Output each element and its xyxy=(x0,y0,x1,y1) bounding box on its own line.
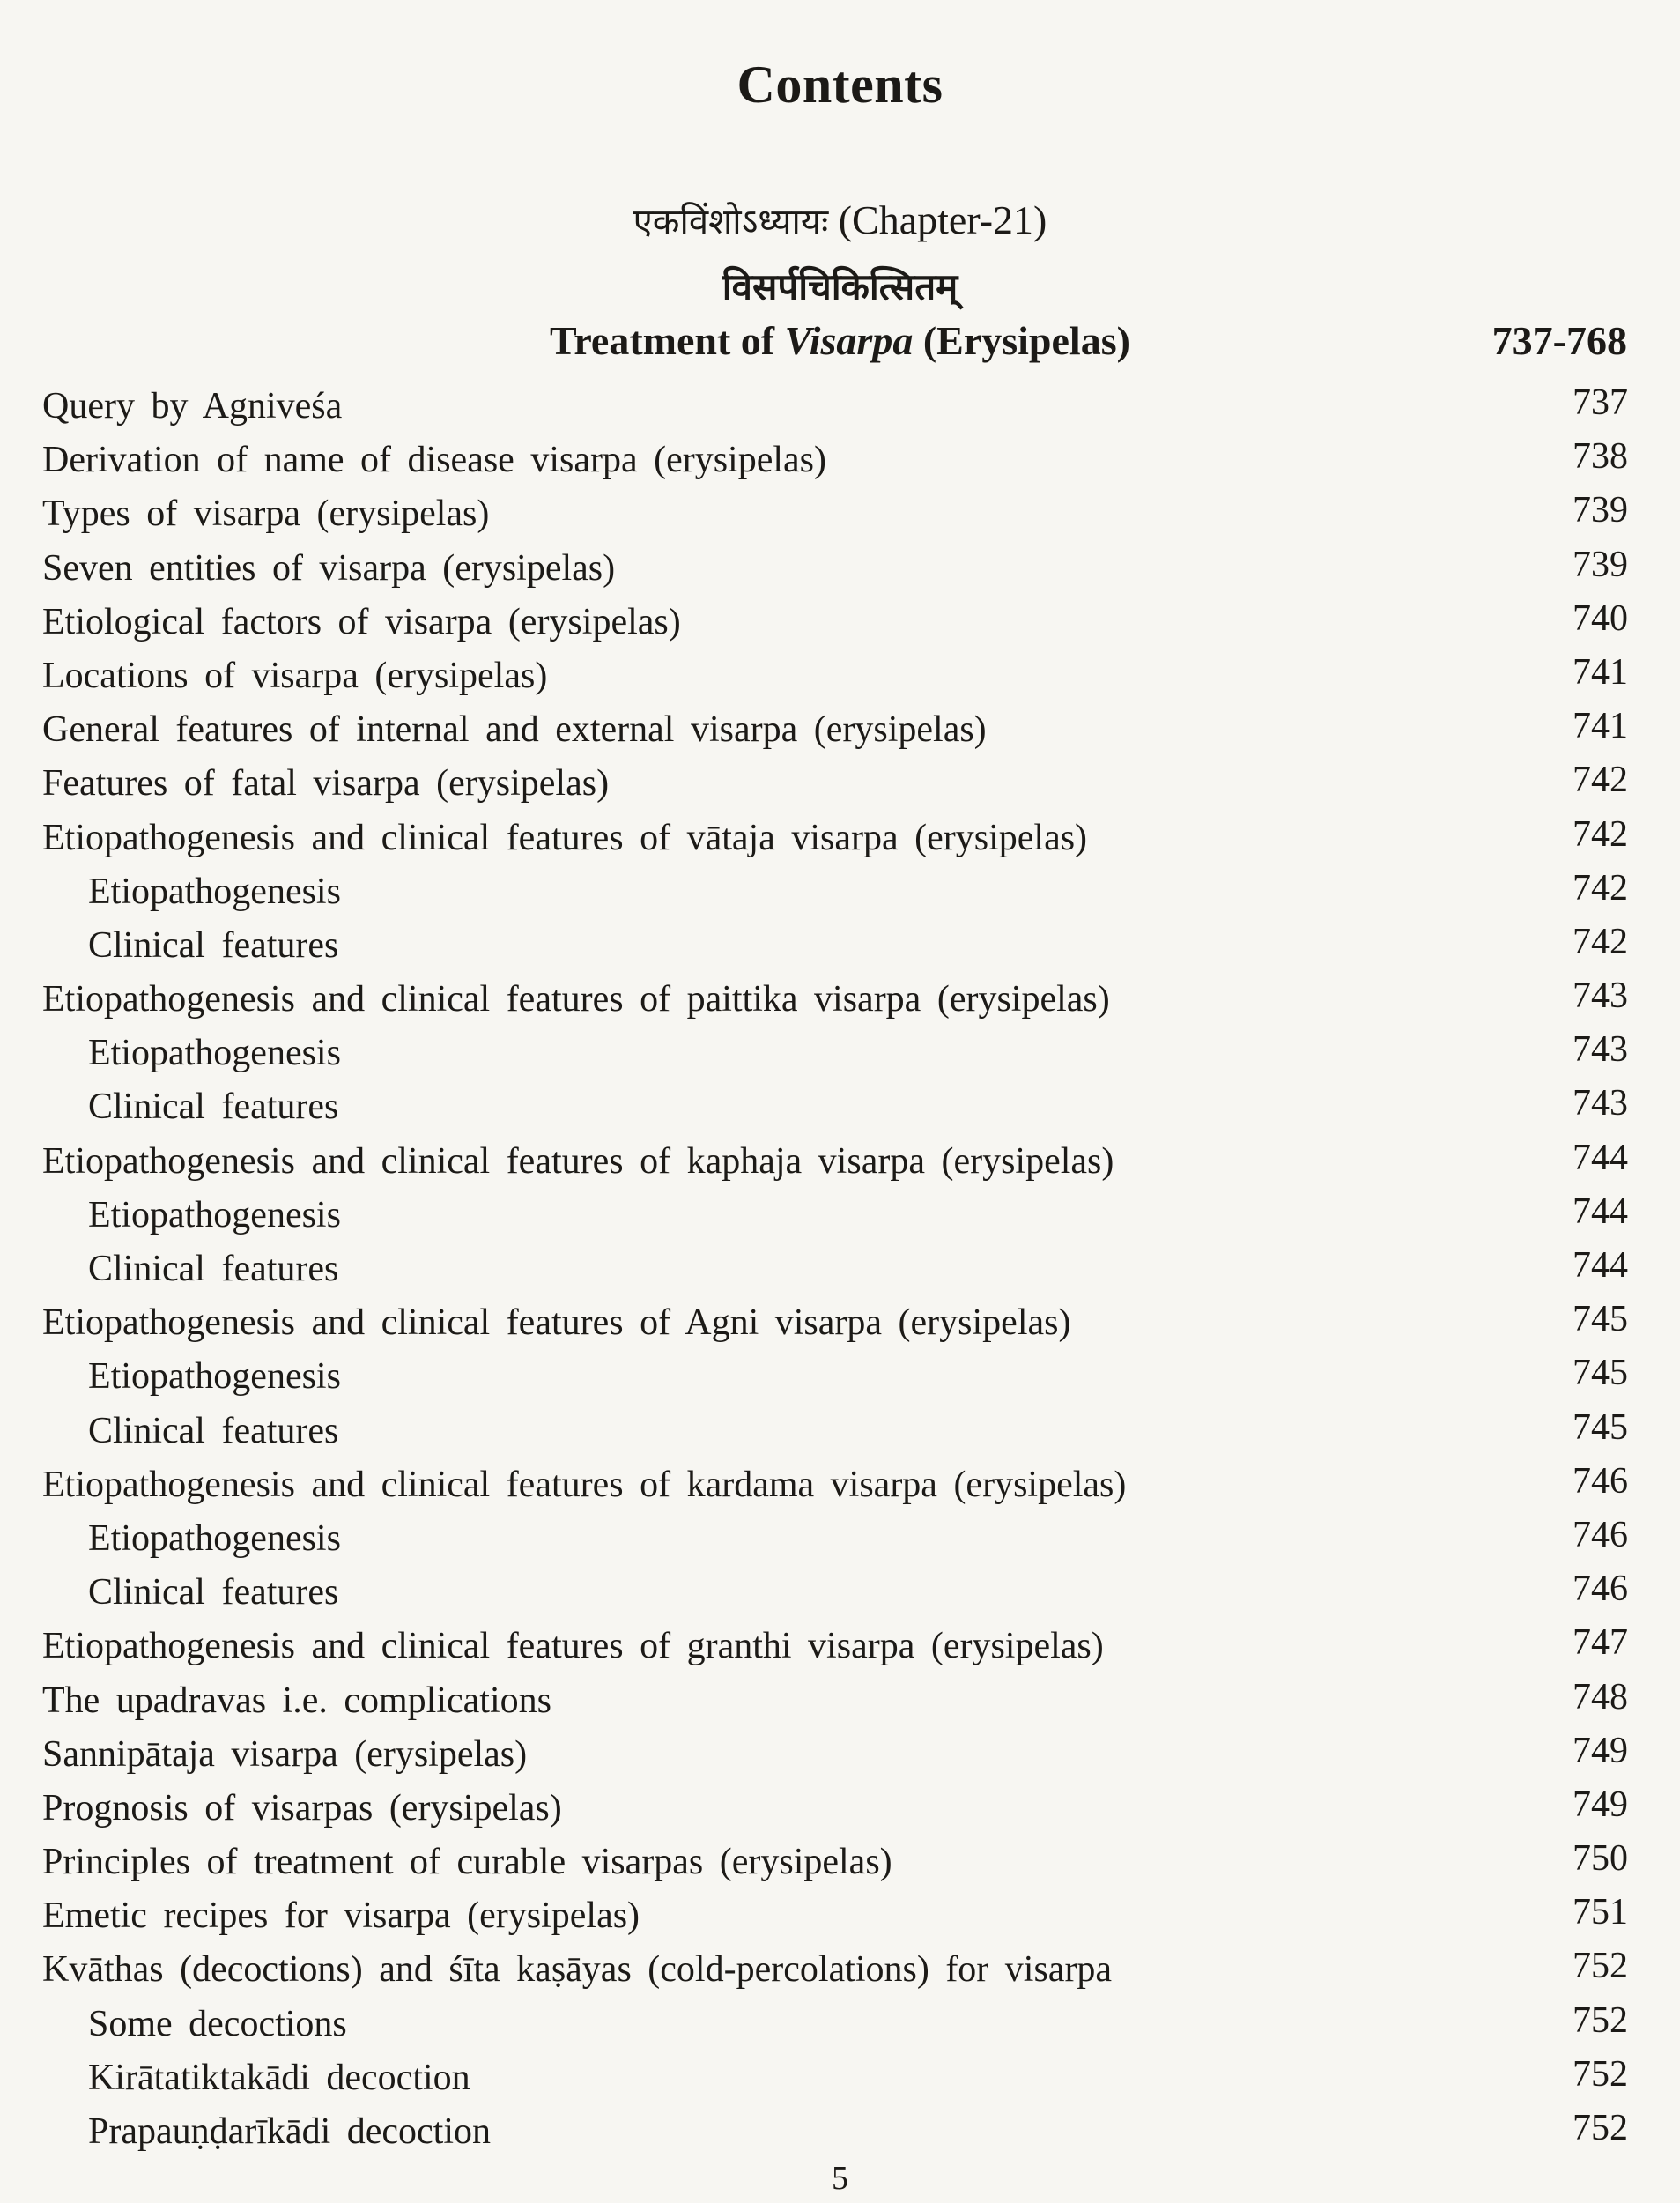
chapter-title-italic: Visarpa xyxy=(784,318,914,363)
toc-entry-page: 751 xyxy=(1573,1892,1628,1933)
toc-entry xyxy=(42,1300,1628,1354)
toc-entry-page: 752 xyxy=(1573,1999,1628,2041)
toc-entry-title: Clinical features xyxy=(88,924,339,966)
toc-entry-title: Etiopathogenesis and clinical features of paittika visarpa (erysipelas) xyxy=(42,979,1110,1020)
toc-entry xyxy=(42,976,1628,1030)
toc-entry-page: 748 xyxy=(1573,1676,1628,1717)
toc-entry-title: Etiopathogenesis xyxy=(88,1033,341,1074)
chapter-sanskrit-title: विसर्पचिकित्सितम् xyxy=(722,265,958,308)
toc-entry xyxy=(42,437,1628,491)
chapter-number: (Chapter-21) xyxy=(838,197,1047,242)
toc-entry-title: Principles of treatment of curable visarpas (erysipelas) xyxy=(42,1842,892,1883)
toc-entry-page: 752 xyxy=(1573,1946,1628,1987)
contents-list xyxy=(42,383,1628,2162)
toc-entry-page: 752 xyxy=(1573,2053,1628,2095)
toc-entry-page: 738 xyxy=(1573,436,1628,478)
toc-entry-page: 741 xyxy=(1573,651,1628,693)
toc-entry-title: Etiopathogenesis and clinical features of kardama visarpa (erysipelas) xyxy=(42,1464,1127,1505)
toc-entry-page: 739 xyxy=(1573,544,1628,585)
toc-entry-title: Clinical features xyxy=(88,1249,339,1289)
toc-entry xyxy=(42,383,1628,437)
chapter-title-row xyxy=(0,317,1680,370)
toc-entry-page: 741 xyxy=(1573,706,1628,747)
toc-entry xyxy=(42,653,1628,707)
toc-entry-page: 746 xyxy=(1573,1514,1628,1555)
toc-entry xyxy=(42,491,1628,545)
toc-entry xyxy=(42,1732,1628,1785)
toc-entry-title: Etiopathogenesis and clinical features of vātaja visarpa (erysipelas) xyxy=(42,817,1088,858)
toc-entry-title: Seven entities of visarpa (erysipelas) xyxy=(42,547,616,589)
toc-entry-title: Kvāthas (decoctions) and śīta kaṣāyas (cold-percolations) for visarpa xyxy=(42,1949,1113,1991)
toc-entry-page: 743 xyxy=(1573,1083,1628,1124)
toc-subentry xyxy=(42,1084,1628,1138)
toc-entry-title: Etiopathogenesis xyxy=(88,1517,341,1559)
toc-entry-page: 744 xyxy=(1573,1137,1628,1178)
toc-entry-page: 743 xyxy=(1573,975,1628,1017)
toc-entry xyxy=(42,1678,1628,1732)
toc-entry-page: 742 xyxy=(1573,760,1628,801)
toc-entry-page: 739 xyxy=(1573,490,1628,531)
toc-entry-page: 752 xyxy=(1573,2108,1628,2148)
chapter-title xyxy=(0,317,1680,364)
toc-subentry xyxy=(42,1192,1628,1246)
toc-entry xyxy=(42,707,1628,760)
toc-entry-title: Etiopathogenesis and clinical features of Agni visarpa (erysipelas) xyxy=(42,1302,1071,1344)
toc-entry-title: Derivation of name of disease visarpa (erysipelas) xyxy=(42,440,827,481)
toc-entry-page: 744 xyxy=(1573,1191,1628,1232)
toc-subentry xyxy=(42,869,1628,923)
chapter-page-range: 737-768 xyxy=(1491,318,1627,363)
toc-subentry xyxy=(42,2055,1628,2109)
toc-entry xyxy=(42,545,1628,599)
toc-entry-page: 737 xyxy=(1573,382,1628,423)
toc-subentry xyxy=(42,1354,1628,1407)
toc-entry-page: 746 xyxy=(1573,1460,1628,1502)
toc-entry-title: Etiopathogenesis xyxy=(88,871,341,912)
chapter-title-prefix: Treatment of xyxy=(550,318,785,363)
toc-entry-page: 745 xyxy=(1573,1353,1628,1394)
toc-entry xyxy=(42,1462,1628,1516)
toc-entry-title: Etiopathogenesis xyxy=(88,1356,341,1398)
toc-entry xyxy=(42,599,1628,653)
toc-entry-page: 743 xyxy=(1573,1029,1628,1071)
toc-entry-title: Query by Agniveśa xyxy=(42,386,343,427)
toc-subentry xyxy=(42,1030,1628,1084)
toc-entry xyxy=(42,760,1628,814)
toc-subentry xyxy=(42,1569,1628,1623)
toc-entry-title: Kirātatiktakādi decoction xyxy=(88,2057,470,2098)
toc-entry-title: Some decoctions xyxy=(88,2003,347,2044)
toc-entry xyxy=(42,1623,1628,1677)
toc-subentry xyxy=(42,2001,1628,2055)
toc-entry-page: 749 xyxy=(1573,1730,1628,1771)
toc-entry-page: 745 xyxy=(1573,1406,1628,1448)
toc-entry-page: 749 xyxy=(1573,1784,1628,1825)
toc-entry-page: 744 xyxy=(1573,1245,1628,1286)
toc-entry-page: 745 xyxy=(1573,1299,1628,1340)
toc-entry-title: Etiopathogenesis and clinical features of granthi visarpa (erysipelas) xyxy=(42,1626,1104,1667)
toc-entry-title: Sannipātaja visarpa (erysipelas) xyxy=(42,1733,528,1775)
toc-entry-title: Prognosis of visarpas (erysipelas) xyxy=(42,1787,562,1828)
toc-entry xyxy=(42,1947,1628,2000)
toc-entry xyxy=(42,1785,1628,1839)
toc-entry-title: General features of internal and external visarpa (erysipelas) xyxy=(42,709,987,751)
toc-entry xyxy=(42,815,1628,869)
toc-entry-title: Features of fatal visarpa (erysipelas) xyxy=(42,763,610,805)
toc-entry-page: 742 xyxy=(1573,921,1628,962)
toc-entry-title: Etiopathogenesis xyxy=(88,1194,341,1235)
toc-entry-page: 747 xyxy=(1573,1622,1628,1664)
toc-subentry xyxy=(42,2109,1628,2162)
toc-subentry xyxy=(42,923,1628,976)
toc-entry-title: Types of visarpa (erysipelas) xyxy=(42,493,490,535)
toc-entry-page: 742 xyxy=(1573,867,1628,909)
toc-entry-title: Clinical features xyxy=(88,1410,339,1451)
chapter-title-suffix: (Erysipelas) xyxy=(913,318,1130,363)
toc-subentry xyxy=(42,1408,1628,1462)
chapter-heading xyxy=(0,196,1680,244)
toc-entry xyxy=(42,1139,1628,1192)
page-title: Contents xyxy=(736,56,944,114)
toc-entry-page: 740 xyxy=(1573,597,1628,639)
toc-entry-page: 750 xyxy=(1573,1838,1628,1880)
toc-entry-title: Prapauṇḍarīkādi decoction xyxy=(88,2111,491,2152)
chapter-sanskrit-number: एकविंशोऽध्यायः xyxy=(633,202,829,242)
toc-entry xyxy=(42,1839,1628,1893)
toc-entry-page: 742 xyxy=(1573,813,1628,855)
toc-entry-title: Etiological factors of visarpa (erysipelas) xyxy=(42,601,681,642)
toc-entry-title: The upadravas i.e. complications xyxy=(42,1680,551,1721)
page-number: 5 xyxy=(832,2160,848,2197)
toc-subentry xyxy=(42,1246,1628,1300)
toc-entry-title: Emetic recipes for visarpa (erysipelas) xyxy=(42,1895,640,1937)
toc-subentry xyxy=(42,1516,1628,1569)
toc-entry-title: Etiopathogenesis and clinical features of kaphaja visarpa (erysipelas) xyxy=(42,1140,1114,1182)
toc-entry-title: Locations of visarpa (erysipelas) xyxy=(42,655,548,696)
toc-entry-title: Clinical features xyxy=(88,1087,339,1128)
toc-entry-page: 746 xyxy=(1573,1569,1628,1610)
toc-entry-title: Clinical features xyxy=(88,1572,339,1613)
toc-entry xyxy=(42,1893,1628,1947)
